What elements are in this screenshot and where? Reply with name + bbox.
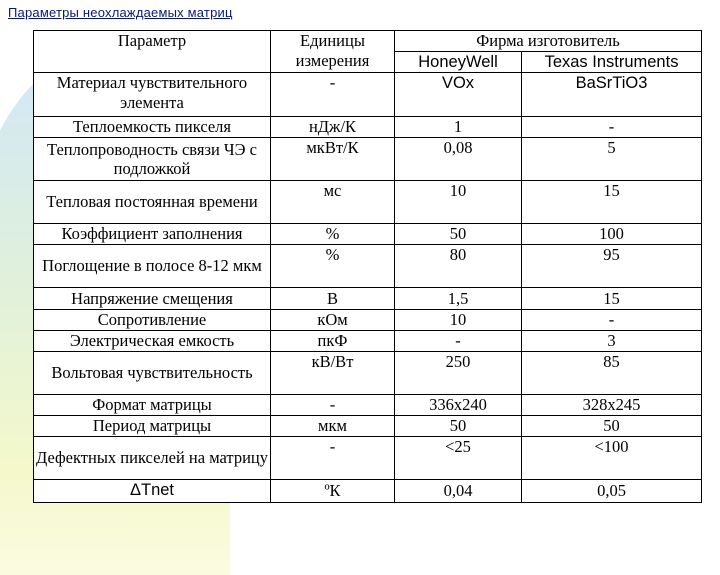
cell-ti: 15 <box>522 288 702 310</box>
cell-units: нДж/К <box>271 117 395 138</box>
cell-parameter: Электрическая емкость <box>34 331 271 352</box>
cell-honeywell: 1,5 <box>395 288 522 310</box>
cell-units: - <box>271 395 395 416</box>
table-row <box>34 310 702 331</box>
cell-honeywell: 10 <box>395 181 522 224</box>
header-units: Единицы измерения <box>271 31 395 73</box>
header-parameter: Параметр <box>34 31 271 73</box>
cell-honeywell: VOx <box>395 73 522 117</box>
table-row <box>34 437 702 480</box>
header-vendor-ti: Texas Instruments <box>522 52 702 73</box>
parameters-table <box>33 30 702 503</box>
cell-ti: 15 <box>522 181 702 224</box>
cell-honeywell: <25 <box>395 437 522 480</box>
cell-honeywell: 0,04 <box>395 480 522 503</box>
table-row <box>34 480 702 503</box>
table-row <box>34 224 702 245</box>
cell-units: - <box>271 73 395 117</box>
cell-honeywell: 0,08 <box>395 138 522 181</box>
cell-honeywell: 50 <box>395 416 522 437</box>
cell-ti: 3 <box>522 331 702 352</box>
cell-units: % <box>271 224 395 245</box>
table-row <box>34 352 702 395</box>
cell-parameter: Период матрицы <box>34 416 271 437</box>
cell-ti: 0,05 <box>522 480 702 503</box>
cell-ti: <100 <box>522 437 702 480</box>
cell-parameter: Дефектных пикселей на матрицу <box>34 437 271 480</box>
table-row <box>34 138 702 181</box>
table-row <box>34 117 702 138</box>
cell-units: В <box>271 288 395 310</box>
cell-units: мс <box>271 181 395 224</box>
cell-honeywell: - <box>395 331 522 352</box>
cell-units: - <box>271 437 395 480</box>
cell-units: мкм <box>271 416 395 437</box>
cell-ti: - <box>522 310 702 331</box>
table-row <box>34 331 702 352</box>
cell-honeywell: 50 <box>395 224 522 245</box>
cell-parameter: Теплопроводность связи ЧЭ с подложкой <box>34 138 271 181</box>
cell-ti: 50 <box>522 416 702 437</box>
header-manufacturer: Фирма изготовитель <box>395 31 702 52</box>
cell-ti: - <box>522 117 702 138</box>
cell-parameter: Сопротивление <box>34 310 271 331</box>
cell-units: кОм <box>271 310 395 331</box>
table-row <box>34 288 702 310</box>
cell-honeywell: 10 <box>395 310 522 331</box>
cell-ti: 328x245 <box>522 395 702 416</box>
cell-parameter: Формат матрицы <box>34 395 271 416</box>
slide-title: Параметры неохлаждаемых матриц <box>8 5 233 20</box>
header-vendor-honeywell: HoneyWell <box>395 52 522 73</box>
cell-honeywell: 336x240 <box>395 395 522 416</box>
cell-parameter: Теплоемкость пикселя <box>34 117 271 138</box>
cell-units: мкВт/К <box>271 138 395 181</box>
table-row <box>34 416 702 437</box>
header-row <box>34 31 702 52</box>
cell-units: % <box>271 245 395 288</box>
cell-units: кВ/Вт <box>271 352 395 395</box>
cell-ti: BaSrTiO3 <box>522 73 702 117</box>
cell-parameter: Тепловая постоянная времени <box>34 181 271 224</box>
cell-ti: 95 <box>522 245 702 288</box>
cell-parameter: ΔTnet <box>34 480 271 503</box>
cell-units: ºК <box>271 480 395 503</box>
cell-parameter: Напряжение смещения <box>34 288 271 310</box>
cell-parameter: Материал чувствительного элемента <box>34 73 271 117</box>
cell-honeywell: 1 <box>395 117 522 138</box>
table-row <box>34 181 702 224</box>
cell-honeywell: 80 <box>395 245 522 288</box>
cell-parameter: Поглощение в полосе 8-12 мкм <box>34 245 271 288</box>
cell-parameter: Коэффициент заполнения <box>34 224 271 245</box>
cell-ti: 85 <box>522 352 702 395</box>
cell-ti: 5 <box>522 138 702 181</box>
cell-ti: 100 <box>522 224 702 245</box>
table-row <box>34 73 702 117</box>
cell-parameter: Вольтовая чувствительность <box>34 352 271 395</box>
cell-honeywell: 250 <box>395 352 522 395</box>
table-row <box>34 395 702 416</box>
cell-units: пкФ <box>271 331 395 352</box>
table-row <box>34 245 702 288</box>
